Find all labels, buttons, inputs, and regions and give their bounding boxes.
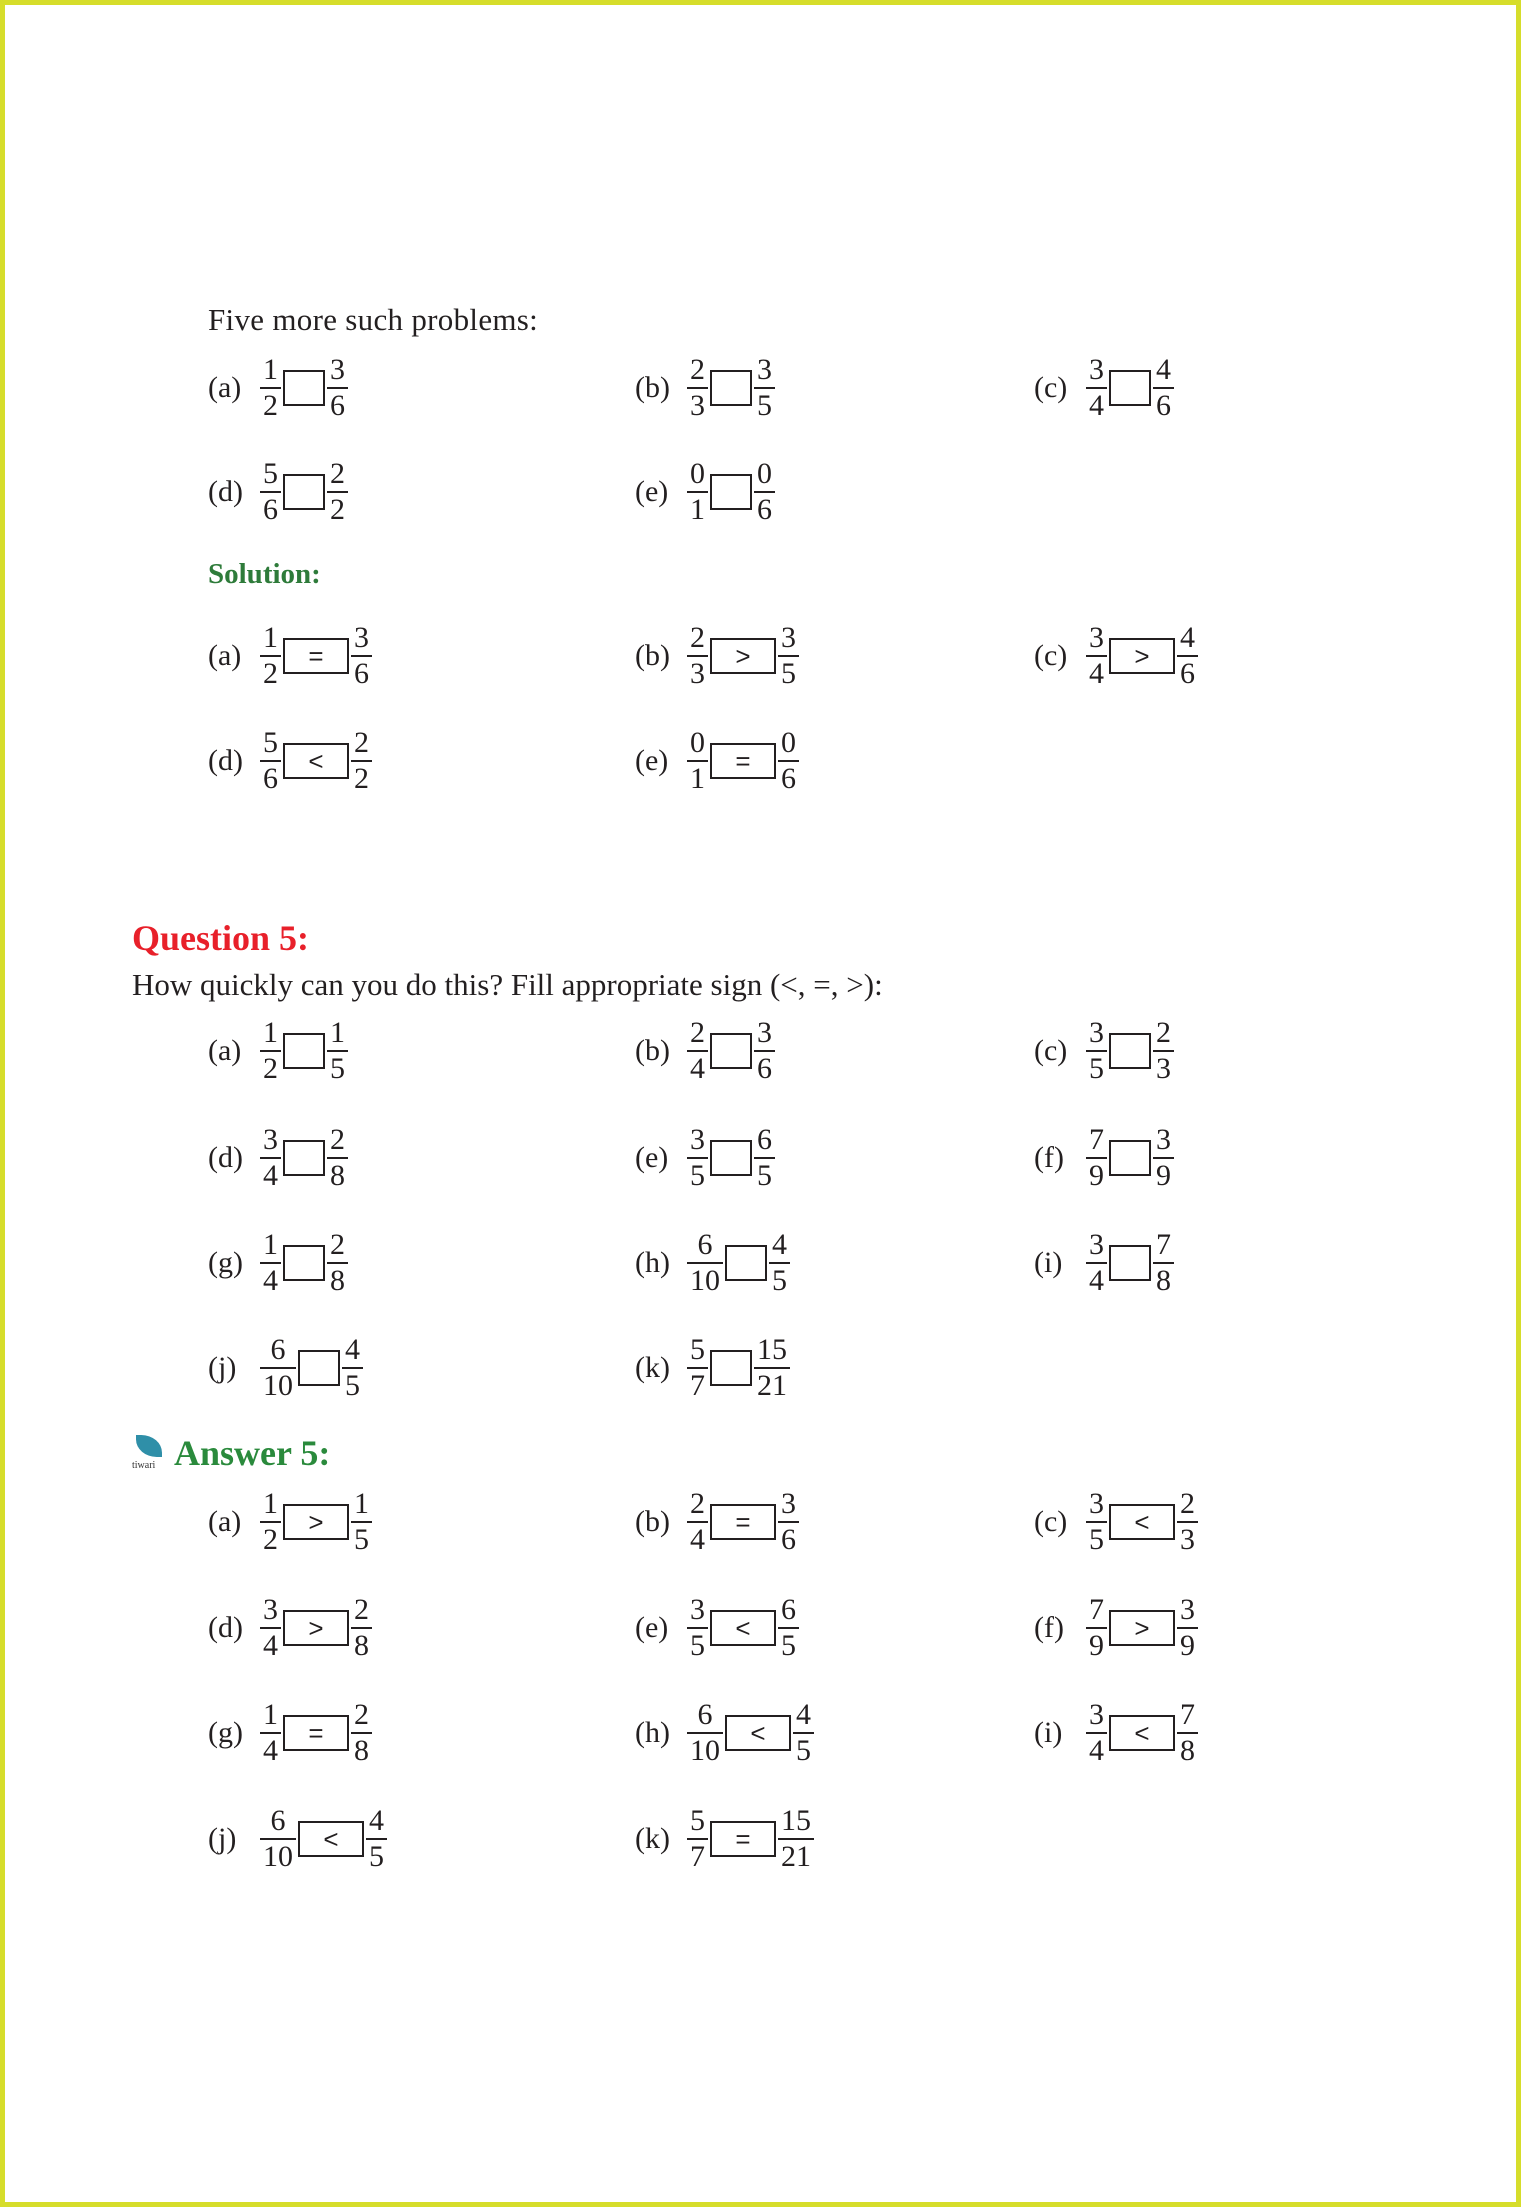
comparison-item [1034,1009,1174,1093]
item-label: (c) [1034,1034,1068,1067]
right-fraction: $\frac{3}{9}$ [1177,1593,1198,1663]
comparison-item [635,1797,814,1881]
right-fraction: $\frac{3}{5}$ [778,621,799,691]
comparison-item [208,1480,372,1564]
item-label: (i) [1034,1246,1063,1279]
right-fraction: $\frac{4}{5}$ [342,1333,363,1403]
item-label: (a) [208,639,242,672]
left-fraction: $\frac{3}{4}$ [260,1593,281,1663]
sign-box: < [283,743,349,779]
comparison-item [1034,1116,1174,1200]
tiwari-logo-icon: tiwari [132,1435,166,1471]
right-fraction: $\frac{3}{6}$ [778,1487,799,1557]
comparison-item [635,346,775,430]
right-fraction: $\frac{1}{5}$ [351,1487,372,1557]
right-fraction: $\frac{4}{5}$ [793,1698,814,1768]
sign-box: = [710,743,776,779]
comparison-item [208,1116,348,1200]
sign-box: > [1109,638,1175,674]
left-fraction: $\frac{1}{4}$ [260,1698,281,1768]
right-fraction: $\frac{2}{8}$ [327,1123,348,1193]
comparison-item [635,1586,799,1670]
left-fraction: $\frac{1}{2}$ [260,621,281,691]
comparison-item [635,1326,790,1410]
right-fraction: $\frac{2}{8}$ [351,1593,372,1663]
item-label: (i) [1034,1716,1063,1749]
solution-heading: Solution: [208,558,321,590]
sign-box[interactable] [1109,1245,1151,1281]
right-fraction: $\frac{15}{21}$ [778,1804,814,1874]
right-fraction: $\frac{0}{6}$ [778,726,799,796]
item-label: (h) [635,1716,670,1749]
sign-box: = [710,1504,776,1540]
sign-box: < [710,1610,776,1646]
left-fraction: $\frac{1}{2}$ [260,1487,281,1557]
left-fraction: $\frac{3}{4}$ [260,1123,281,1193]
item-label: (g) [208,1716,243,1749]
comparison-item [208,1326,363,1410]
sign-box: > [283,1610,349,1646]
sign-box[interactable] [725,1245,767,1281]
item-label: (k) [635,1822,670,1855]
comparison-item [208,614,372,698]
left-fraction: $\frac{0}{1}$ [687,726,708,796]
right-fraction: $\frac{2}{2}$ [351,726,372,796]
comparison-item [208,346,348,430]
right-fraction: $\frac{2}{8}$ [327,1228,348,1298]
left-fraction: $\frac{5}{6}$ [260,726,281,796]
right-fraction: $\frac{2}{3}$ [1177,1487,1198,1557]
sign-box: > [283,1504,349,1540]
left-fraction: $\frac{3}{4}$ [1086,1228,1107,1298]
left-fraction: $\frac{6}{10}$ [687,1698,723,1768]
right-fraction: $\frac{3}{6}$ [351,621,372,691]
comparison-item [635,1221,790,1305]
item-label: (j) [208,1822,237,1855]
item-label: (h) [635,1246,670,1279]
right-fraction: $\frac{0}{6}$ [754,457,775,527]
comparison-item [208,1586,372,1670]
answer-title: Answer 5: [174,1433,331,1473]
sign-box[interactable] [710,1350,752,1386]
sign-box: = [283,1715,349,1751]
item-label: (c) [1034,1505,1068,1538]
question-text: How quickly can you do this? Fill appropriate sign (<, =, >): [132,967,883,1002]
item-label: (g) [208,1246,243,1279]
item-label: (b) [635,1034,670,1067]
item-label: (f) [1034,1141,1064,1174]
item-label: (e) [635,1141,669,1174]
left-fraction: $\frac{2}{3}$ [687,621,708,691]
left-fraction: $\frac{2}{4}$ [687,1016,708,1086]
sign-box[interactable] [710,1033,752,1069]
sign-box[interactable] [1109,1033,1151,1069]
sign-box: < [1109,1715,1175,1751]
right-fraction: $\frac{2}{2}$ [327,457,348,527]
sign-box[interactable] [710,474,752,510]
left-fraction: $\frac{5}{6}$ [260,457,281,527]
left-fraction: $\frac{1}{2}$ [260,1016,281,1086]
item-label: (d) [208,1141,243,1174]
item-label: (d) [208,475,243,508]
right-fraction: $\frac{3}{5}$ [754,353,775,423]
comparison-item [635,1691,814,1775]
item-label: (k) [635,1351,670,1384]
item-label: (c) [1034,639,1068,672]
sign-box: < [1109,1504,1175,1540]
sign-box[interactable] [283,1140,325,1176]
right-fraction: $\frac{6}{5}$ [754,1123,775,1193]
item-label: (f) [1034,1611,1064,1644]
left-fraction: $\frac{3}{4}$ [1086,621,1107,691]
right-fraction: $\frac{1}{5}$ [327,1016,348,1086]
comparison-item [635,719,799,803]
left-fraction: $\frac{3}{5}$ [687,1593,708,1663]
sign-box[interactable] [283,1033,325,1069]
left-fraction: $\frac{3}{5}$ [1086,1016,1107,1086]
sign-box: = [710,1821,776,1857]
comparison-item [1034,1221,1174,1305]
sign-box[interactable] [1109,1140,1151,1176]
item-label: (e) [635,475,669,508]
comparison-item [635,1116,775,1200]
right-fraction: $\frac{6}{5}$ [778,1593,799,1663]
comparison-item [1034,614,1198,698]
intro-text: Five more such problems: [208,302,539,337]
comparison-item [635,614,799,698]
comparison-item [1034,1691,1198,1775]
item-label: (a) [208,371,242,404]
comparison-item [208,1691,372,1775]
sign-box: > [1109,1610,1175,1646]
comparison-item [1034,1586,1198,1670]
sign-box[interactable] [283,1245,325,1281]
right-fraction: $\frac{4}{5}$ [366,1804,387,1874]
left-fraction: $\frac{3}{4}$ [1086,1698,1107,1768]
right-fraction: $\frac{4}{6}$ [1153,353,1174,423]
right-fraction: $\frac{7}{8}$ [1177,1698,1198,1768]
comparison-item [208,450,348,534]
comparison-item [1034,1480,1198,1564]
left-fraction: $\frac{2}{3}$ [687,353,708,423]
sign-box[interactable] [710,370,752,406]
question-title: Question 5: [132,918,310,958]
left-fraction: $\frac{6}{10}$ [260,1804,296,1874]
item-label: (b) [635,1505,670,1538]
item-label: (d) [208,744,243,777]
left-fraction: $\frac{3}{4}$ [1086,353,1107,423]
item-label: (a) [208,1034,242,1067]
item-label: (j) [208,1351,237,1384]
left-fraction: $\frac{7}{9}$ [1086,1123,1107,1193]
item-label: (c) [1034,371,1068,404]
comparison-item [208,1221,348,1305]
sign-box[interactable] [1109,370,1151,406]
sign-box[interactable] [710,1140,752,1176]
left-fraction: $\frac{3}{5}$ [1086,1487,1107,1557]
left-fraction: $\frac{0}{1}$ [687,457,708,527]
right-fraction: $\frac{4}{5}$ [769,1228,790,1298]
answer-heading [132,1432,330,1474]
left-fraction: $\frac{6}{10}$ [687,1228,723,1298]
sign-box: > [710,638,776,674]
item-label: (b) [635,371,670,404]
sign-box[interactable] [298,1350,340,1386]
comparison-item [208,1797,387,1881]
sign-box[interactable] [283,370,325,406]
right-fraction: $\frac{2}{3}$ [1153,1016,1174,1086]
right-fraction: $\frac{2}{8}$ [351,1698,372,1768]
item-label: (b) [635,639,670,672]
item-label: (a) [208,1505,242,1538]
left-fraction: $\frac{1}{4}$ [260,1228,281,1298]
left-fraction: $\frac{3}{5}$ [687,1123,708,1193]
item-label: (e) [635,744,669,777]
comparison-item [635,1480,799,1564]
right-fraction: $\frac{3}{6}$ [754,1016,775,1086]
comparison-item [208,719,372,803]
sign-box: = [283,638,349,674]
right-fraction: $\frac{3}{9}$ [1153,1123,1174,1193]
sign-box: < [298,1821,364,1857]
left-fraction: $\frac{1}{2}$ [260,353,281,423]
right-fraction: $\frac{4}{6}$ [1177,621,1198,691]
right-fraction: $\frac{3}{6}$ [327,353,348,423]
sign-box[interactable] [283,474,325,510]
comparison-item [208,1009,348,1093]
item-label: (d) [208,1611,243,1644]
sign-box: < [725,1715,791,1751]
left-fraction: $\frac{5}{7}$ [687,1333,708,1403]
comparison-item [635,1009,775,1093]
left-fraction: $\frac{6}{10}$ [260,1333,296,1403]
comparison-item [1034,346,1174,430]
item-label: (e) [635,1611,669,1644]
left-fraction: $\frac{5}{7}$ [687,1804,708,1874]
right-fraction: $\frac{7}{8}$ [1153,1228,1174,1298]
left-fraction: $\frac{7}{9}$ [1086,1593,1107,1663]
comparison-item [635,450,775,534]
left-fraction: $\frac{2}{4}$ [687,1487,708,1557]
right-fraction: $\frac{15}{21}$ [754,1333,790,1403]
